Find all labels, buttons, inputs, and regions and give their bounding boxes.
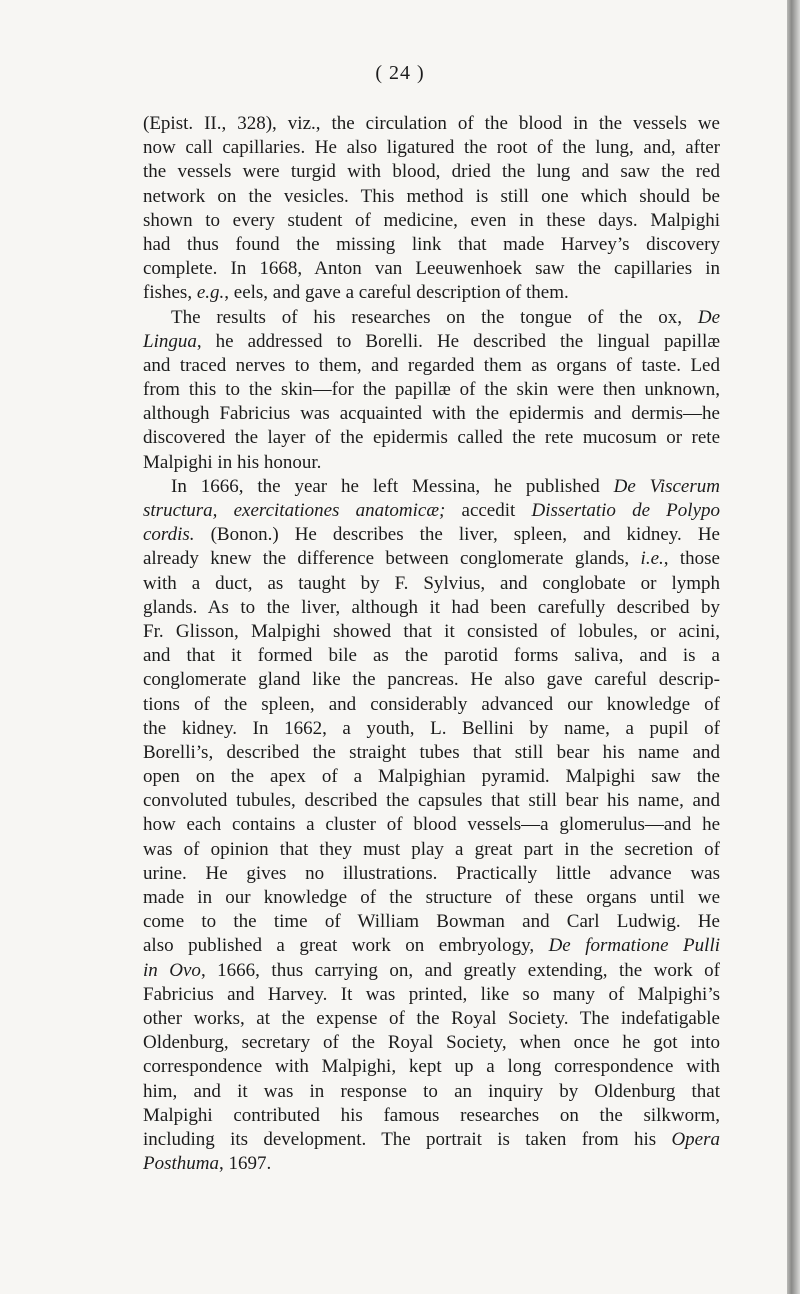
- text-run: already knew the difference between conglomerate glands,: [143, 548, 641, 570]
- text-line: [143, 160, 720, 184]
- text-line: [143, 475, 720, 499]
- text-line: [143, 693, 720, 717]
- text-run: (Epist. II., 328), viz., the circulation of the blood in the vessels we: [143, 113, 720, 134]
- italic-text: Opera: [671, 1128, 720, 1150]
- text-line: [143, 330, 720, 354]
- text-line: [143, 910, 720, 934]
- italic-text: in Ovo: [143, 959, 201, 981]
- text-line: [143, 426, 720, 450]
- text-run: Fr. Glisson, Malpighi showed that it consisted of lobules, or acini,: [143, 620, 720, 642]
- text-run: other works, at the expense of the Royal Society. The indefatigable: [143, 1007, 720, 1029]
- text-line: [143, 233, 720, 257]
- italic-text: i.e.: [640, 548, 664, 570]
- text-line: [143, 644, 720, 668]
- text-run: and traced nerves to them, and regarded them as organs of taste. Led: [143, 354, 720, 376]
- text-run: correspondence with Malpighi, kept up a long correspondence with: [143, 1056, 720, 1078]
- text-line: [143, 1128, 720, 1152]
- text-run: the vessels were turgid with blood, dried the lung and saw the red: [143, 161, 720, 183]
- text-line: [143, 862, 720, 886]
- text-line: [143, 547, 720, 571]
- text-run: Borelli’s, described the straight tubes that still bear his name and: [143, 741, 720, 763]
- text-run: , eels, and gave a careful description of them.: [224, 282, 569, 304]
- text-line: [143, 789, 720, 813]
- text-run: Malpighi in his honour.: [143, 451, 322, 473]
- text-run: open on the apex of a Malpighian pyramid. Malpighi saw the: [143, 766, 720, 788]
- text-run: convoluted tubules, described the capsules that still bear his name, and: [143, 790, 720, 812]
- text-line: [143, 112, 720, 136]
- text-line: [143, 983, 720, 1007]
- text-run: urine. He gives no illustrations. Practically little advance was: [143, 862, 720, 884]
- italic-text: Dissertatio de Polypo: [531, 500, 721, 521]
- text-run: Oldenburg, secretary of the Royal Society, when once he got into: [143, 1032, 720, 1054]
- text-run: and that it formed bile as the parotid forms saliva, and is a: [143, 645, 720, 667]
- text-run: conglomerate gland like the pancreas. He also gave careful descrip-: [143, 669, 720, 691]
- text-line: [143, 838, 720, 862]
- text-line: [143, 1007, 720, 1031]
- text-line: [143, 378, 720, 402]
- text-run: also published a great work on embryology,: [143, 935, 549, 957]
- text-run: with a duct, as taught by F. Sylvius, and conglobate or lymph: [143, 572, 720, 594]
- text-line: [143, 1031, 720, 1055]
- text-line: [143, 1104, 720, 1128]
- text-run: , he addressed to Borelli. He described the lingual papillæ: [196, 330, 720, 352]
- text-run: , those: [663, 548, 720, 570]
- text-line: [143, 1055, 720, 1079]
- text-line: [143, 934, 720, 958]
- text-line: [143, 499, 720, 523]
- text-run: complete. In 1668, Anton van Leeuwenhoek saw the capillaries in: [143, 258, 720, 280]
- text-line: [143, 451, 720, 475]
- body-text: [143, 112, 720, 1176]
- text-line: [143, 596, 720, 620]
- text-run: tions of the spleen, and considerably advanced our knowledge of: [143, 693, 720, 715]
- text-run: him, and it was in response to an inquiry by Oldenburg that: [143, 1080, 720, 1102]
- italic-text: Lingua: [143, 330, 197, 352]
- text-line: [143, 1152, 720, 1176]
- italic-text: structura, exercitationes anatomicæ;: [143, 500, 446, 521]
- text-line: [143, 717, 720, 741]
- text-line: [143, 620, 720, 644]
- text-line: [143, 523, 720, 547]
- text-run: from this to the skin—for the papillæ of the skin were then unknown,: [143, 379, 720, 401]
- text-line: [143, 959, 720, 983]
- page-number: ( 24 ): [375, 62, 425, 84]
- text-run: network on the vesicles. This method is still one which should be: [143, 185, 720, 207]
- text-line: [143, 402, 720, 426]
- italic-text: cordis.: [143, 524, 195, 546]
- italic-text: e.g.: [196, 282, 225, 304]
- text-run: made in our knowledge of the structure of these organs until we: [143, 887, 720, 908]
- text-line: [143, 1080, 720, 1104]
- text-line: [143, 741, 720, 765]
- text-run: (Bonon.) He describes the liver, spleen, and kidney. He: [194, 524, 720, 546]
- text-run: In 1666, the year he left Messina, he published: [171, 475, 614, 497]
- text-run: how each contains a cluster of blood vessels—a glomerulus—and he: [143, 814, 720, 836]
- italic-text: De Viscerum: [613, 475, 720, 497]
- text-run: , 1666, thus carrying on, and greatly extending, the work of: [200, 959, 721, 981]
- text-run: now call capillaries. He also ligatured the root of the lung, and, after: [143, 137, 720, 159]
- paragraph: [143, 475, 720, 1176]
- text-line: [143, 668, 720, 692]
- text-line: [143, 281, 720, 305]
- text-run: The results of his researches on the tongue of the ox,: [171, 306, 698, 328]
- text-run: although Fabricius was acquainted with the epidermis and dermis—he: [143, 403, 720, 425]
- text-line: [143, 886, 720, 910]
- paragraph: [143, 306, 720, 475]
- text-run: had thus found the missing link that made Harvey’s discovery: [143, 233, 720, 255]
- text-run: fishes,: [143, 282, 197, 304]
- text-run: shown to every student of medicine, even in these days. Malpighi: [143, 209, 720, 231]
- text-line: [143, 209, 720, 233]
- text-run: Fabricius and Harvey. It was printed, like so many of Malpighi’s: [143, 983, 720, 1005]
- italic-text: De: [697, 306, 720, 328]
- paragraph: [143, 112, 720, 306]
- text-line: [143, 257, 720, 281]
- text-line: [143, 354, 720, 378]
- text-run: including its development. The portrait is taken from his: [143, 1128, 672, 1150]
- text-run: accedit: [445, 500, 532, 521]
- text-line: [143, 185, 720, 209]
- text-run: glands. As to the liver, although it had been carefully described by: [143, 596, 720, 618]
- text-run: discovered the layer of the epidermis called the rete mucosum or rete: [143, 427, 720, 449]
- text-run: Malpighi contributed his famous researches on the silkworm,: [143, 1104, 720, 1126]
- text-run: the kidney. In 1662, a youth, L. Bellini by name, a pupil of: [143, 717, 720, 739]
- scan-edge-shadow: [787, 0, 800, 1294]
- text-line: [143, 813, 720, 837]
- text-line: [143, 136, 720, 160]
- text-line: [143, 765, 720, 789]
- text-line: [143, 306, 720, 330]
- text-line: [143, 572, 720, 596]
- italic-text: De formatione Pulli: [548, 935, 721, 957]
- italic-text: Posthuma: [143, 1153, 219, 1175]
- text-run: was of opinion that they must play a great part in the secretion of: [143, 838, 720, 860]
- text-run: come to the time of William Bowman and Carl Ludwig. He: [143, 911, 720, 933]
- text-run: , 1697.: [219, 1153, 272, 1175]
